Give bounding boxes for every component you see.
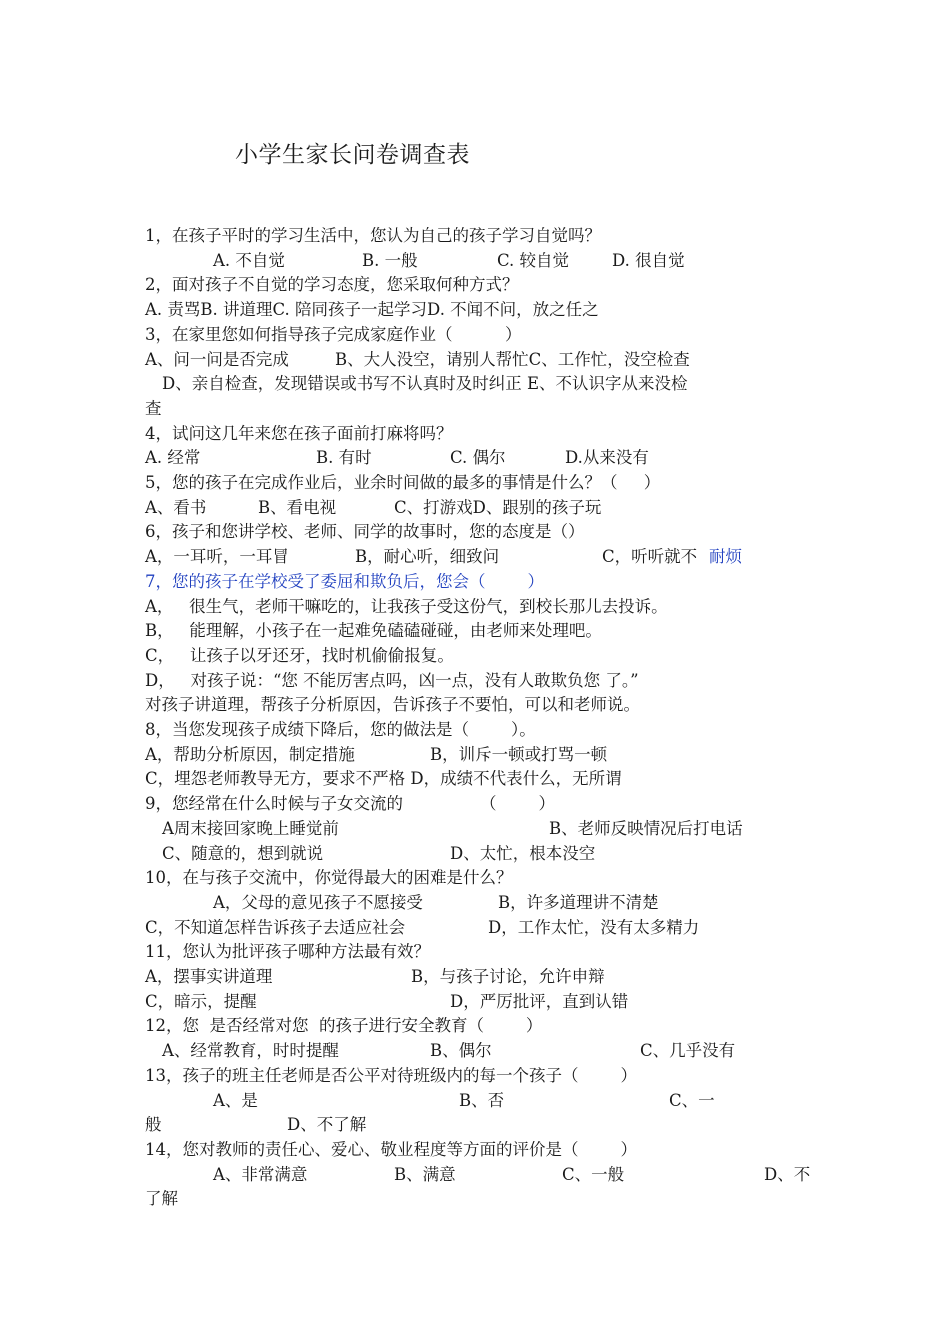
text-line-10-seg-2: B. 有时 [316,448,372,468]
text-line-22-seg-1: A，帮助分析原因，制定措施 [145,744,355,764]
text-line-32-seg-1: C，暗示，提醒 [145,991,257,1011]
text-line-5-seg-1: 3，在家里您如何指导孩子完成家庭作业（ ） [145,324,522,344]
text-line-33-seg-1: 12，您 是否经常对您 的孩子进行安全教育（ ） [145,1016,543,1036]
text-line-8-seg-1: 查 [145,398,162,418]
text-line-18-seg-1: C， 让孩子以牙还牙，找时机偷偷报复。 [145,645,454,665]
text-line-40-seg-1: 了解 [145,1189,178,1209]
text-line-39-seg-1: A、非常满意 [213,1164,308,1184]
text-line-30-seg-1: 11，您认为批评孩子哪种方法最有效？ [145,942,430,962]
text-line-36-seg-1: A、是 [213,1090,258,1110]
text-line-10-seg-1: A. 经常 [145,448,201,468]
text-line-14-seg-1: A，一耳听，一耳冒 [145,547,289,567]
text-line-24-seg-1: 9，您经常在什么时候与子女交流的 [145,794,403,814]
text-line-34-seg-3: C、几乎没有 [640,1041,736,1061]
text-line-14-seg-4: 耐烦 [709,547,742,567]
text-line-4-seg-1: A. 责骂B. 讲道理C. 陪同孩子一起学习D. 不闻不问，放之任之 [145,300,599,320]
text-line-12-seg-1: A、看书 [145,497,207,517]
text-line-35-seg-1: 13，孩子的班主任老师是否公平对待班级内的每一个孩子（ ） [145,1065,637,1085]
text-line-12-seg-2: B、看电视 [258,497,337,517]
text-line-3-seg-1: 2，面对孩子不自觉的学习态度，您采取何种方式？ [145,275,519,295]
text-line-2-seg-1: A. 不自觉 [213,250,285,270]
text-line-28-seg-2: B，许多道理讲不清楚 [498,892,659,912]
text-line-38-seg-1: 14，您对教师的责任心、爱心、敬业程度等方面的评价是（ ） [145,1139,637,1159]
text-line-21-seg-1: 8，当您发现孩子成绩下降后，您的做法是（ ）。 [145,720,536,739]
text-line-29-seg-2: D，工作太忙，没有太多精力 [488,917,700,937]
text-line-31-seg-1: A，摆事实讲道理 [145,967,273,986]
text-line-36-seg-2: B、否 [459,1090,505,1110]
text-line-24-seg-2: （ ） [480,794,555,814]
text-line-31-seg-2: B，与孩子讨论，允许申辩 [411,967,605,986]
text-line-10-seg-4: D.从来没有 [565,448,649,468]
text-line-22-seg-2: B，训斥一顿或打骂一顿 [430,744,608,764]
text-line-16-seg-1: A， 很生气，老师干嘛吃的，让我孩子受这份气，到校长那儿去投诉。 [145,596,668,616]
text-line-34-seg-1: A、经常教育，时时提醒 [162,1041,339,1061]
text-line-13-seg-1: 6，孩子和您讲学校、老师、同学的故事时，您的态度是（） [145,522,585,542]
text-line-27-seg-1: 10，在与孩子交流中，你觉得最大的困难是什么？ [145,868,513,888]
text-line-7-seg-1: D、亲自检查，发现错误或书写不认真时及时纠正 E、不认识字从来没检 [162,374,688,394]
text-line-15-seg-1: 7，您的孩子在学校受了委屈和欺负后，您会（ ） [145,571,544,591]
text-line-19-seg-1: D， 对孩子说：“您 不能厉害点吗，凶一点，没有人敢欺负您 了。” [145,670,639,690]
text-line-39-seg-2: B、满意 [394,1164,456,1184]
text-line-6-seg-2: B、大人没空，请别人帮忙C、工作忙，没空检查 [335,349,690,369]
text-line-2-seg-2: B. 一般 [362,250,418,270]
text-line-9-seg-1: 4，试问这几年来您在孩子面前打麻将吗？ [145,423,453,443]
text-line-26-seg-2: D、太忙，根本没空 [450,843,596,863]
text-line-14-seg-3: C，听听就不 [602,547,698,567]
text-line-10-seg-3: C. 偶尔 [450,448,506,468]
text-line-2-seg-4: D. 很自觉 [612,250,685,270]
text-line-14-seg-2: B，耐心听，细致问 [355,547,500,567]
text-line-34-seg-2: B、偶尔 [430,1041,492,1061]
page-title: 小学生家长问卷调查表 [235,142,470,168]
text-line-39-seg-3: C、一般 [562,1164,625,1184]
text-line-26-seg-1: C、随意的，想到就说 [162,843,324,863]
text-line-39-seg-4: D、不 [764,1164,811,1184]
text-line-17-seg-1: B， 能理解，小孩子在一起难免磕磕碰碰，由老师来处理吧。 [145,621,602,641]
text-line-32-seg-2: D，严厉批评，直到认错 [450,991,629,1011]
text-line-2-seg-3: C. 较自觉 [497,250,570,270]
text-line-36-seg-3: C、一 [669,1090,715,1110]
text-line-12-seg-3: C、打游戏D、跟别的孩子玩 [394,497,602,517]
text-line-29-seg-1: C，不知道怎样告诉孩子去适应社会 [145,917,406,937]
text-line-25-seg-2: B、老师反映情况后打电话 [549,818,743,838]
text-line-37-seg-1: 般 [145,1115,162,1135]
text-line-11-seg-1: 5，您的孩子在完成作业后，业余时间做的最多的事情是什么？（ ） [145,473,661,492]
text-line-37-seg-2: D、不了解 [287,1115,367,1135]
text-line-20-seg-1: 对孩子讲道理，帮孩子分析原因，告诉孩子不要怕，可以和老师说。 [145,695,640,715]
text-line-1-seg-1: 1，在孩子平时的学习生活中，您认为自己的孩子学习自觉吗？ [145,226,601,245]
text-line-23-seg-1: C，埋怨老师教导无方，要求不严格 D，成绩不代表什么，无所谓 [145,769,622,789]
text-line-28-seg-1: A，父母的意见孩子不愿接受 [213,892,423,912]
text-line-6-seg-1: A、问一问是否完成 [145,349,289,369]
text-line-25-seg-1: A周末接回家晚上睡觉前 [162,818,339,838]
